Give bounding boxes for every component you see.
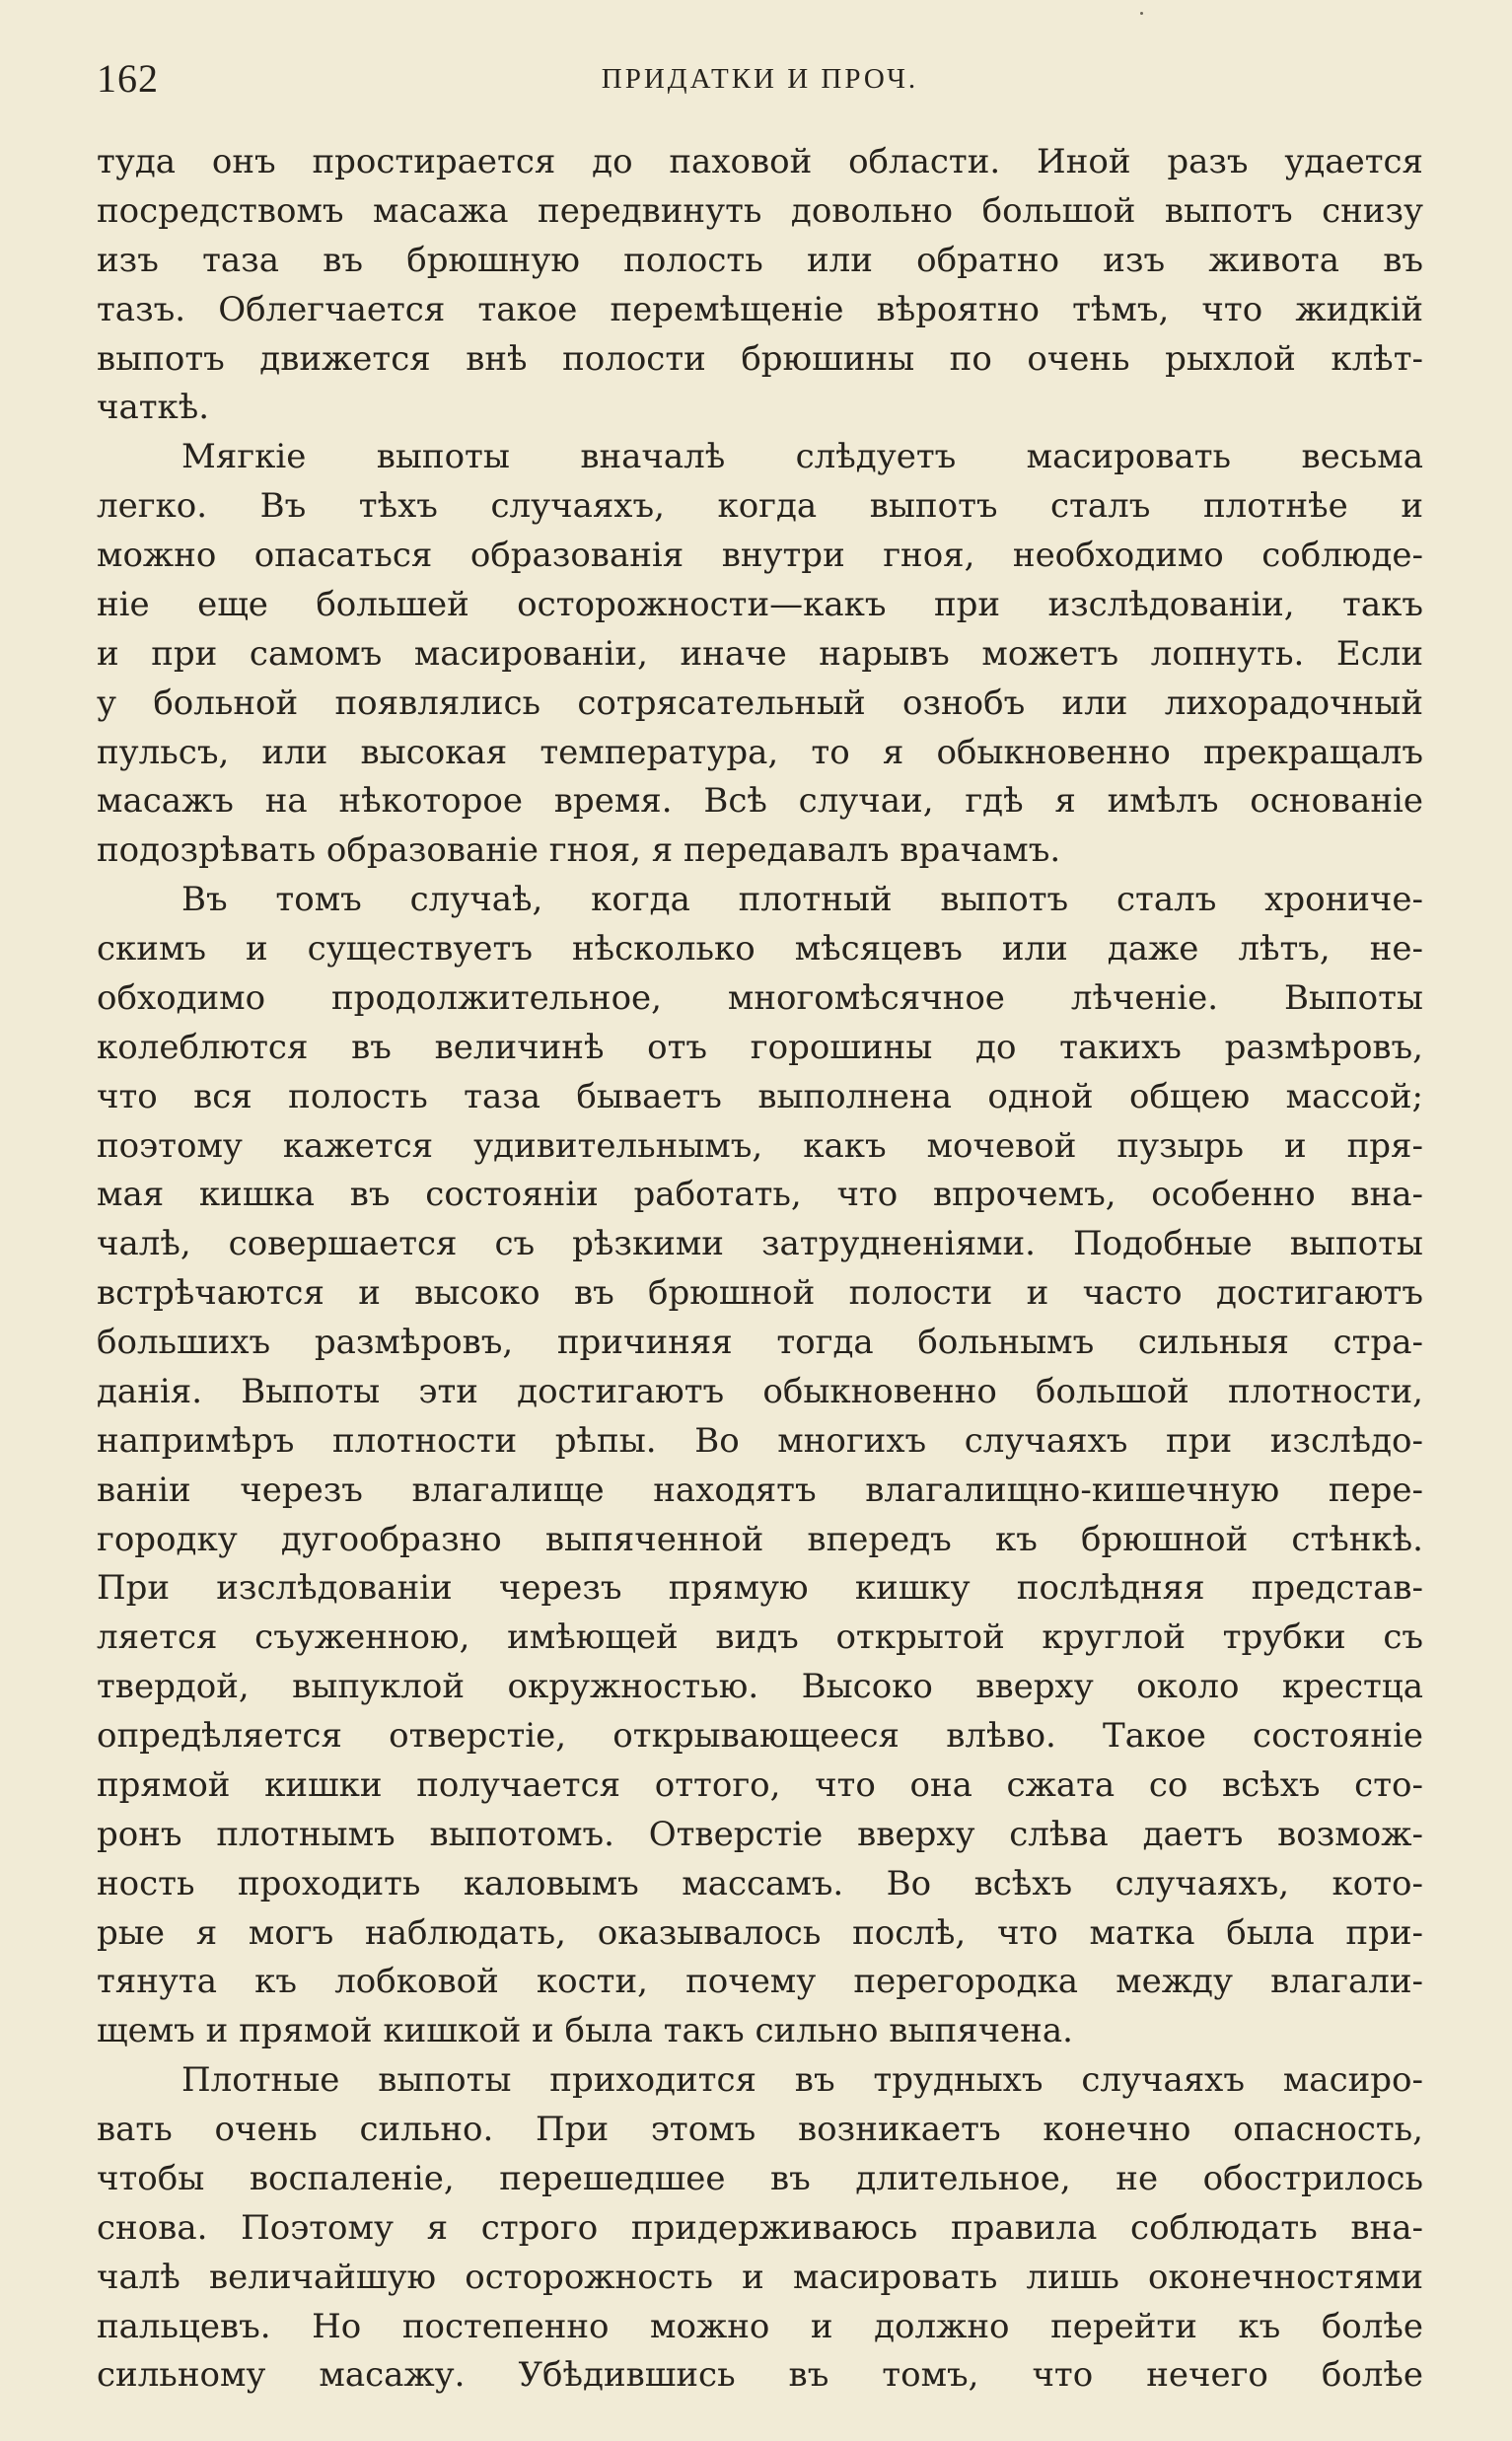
text-line: ляется съуженною, имѣющей видъ открытой круглой трубки съ [97, 1617, 1423, 1658]
text-line: чтобы воспаленiе, перешедшее въ длительное, не обострилось [97, 2158, 1423, 2198]
text-line: тянута къ лобковой кости, почему перегородка между влагали- [97, 1962, 1423, 2002]
text-line: сильному масажу. Убѣдившись въ томъ, что нечего болѣе [97, 2355, 1423, 2396]
text-line: ронъ плотнымъ выпотомъ. Отверстiе вверху слѣва даетъ возмож- [97, 1814, 1423, 1854]
text-line: изъ таза въ брюшную полость или обратно изъ живота въ [97, 240, 1423, 280]
text-line: снова. Поэтому я строго придерживаюсь правила соблюдать вна- [97, 2207, 1423, 2248]
text-line: пальцевъ. Но постепенно можно и должно перейти къ болѣе [97, 2306, 1423, 2346]
text-line: пульсъ, или высокая температура, то я обыкновенно прекращалъ [97, 732, 1423, 772]
running-head: ПРИДАТКИ И ПРОЧ. [601, 63, 919, 95]
text-line: твердой, выпуклой окружностью. Высоко вверху около крестца [97, 1667, 1423, 1707]
text-line: чаткѣ. [97, 388, 210, 428]
text-line: обходимо продолжительное, многомѣсячное лѣченiе. Выпоты [97, 977, 1423, 1018]
text-line: тазъ. Облегчается такое перемѣщенiе вѣроятно тѣмъ, что жидкiй [97, 289, 1423, 329]
text-line: подозрѣвать образованiе гноя, я передавалъ врачамъ. [97, 830, 1061, 871]
paragraph-first-line: Мягкiе выпоты вначалѣ слѣдуетъ масировать весьма [181, 437, 1423, 477]
text-line: можно опасаться образованiя внутри гноя, необходимо соблюде- [97, 536, 1423, 575]
text-line: что вся полость таза бываетъ выполнена одной общею массой; [97, 1076, 1423, 1116]
text-line: чалѣ, совершается съ рѣзкими затрудненiями. Подобные выпоты [97, 1224, 1423, 1264]
text-line: опредѣляется отверстiе, открывающееся влѣво. Такое состоянiе [97, 1716, 1423, 1756]
text-line: туда онъ простирается до паховой области. Иной разъ удается [97, 142, 1423, 181]
text-line: напримѣръ плотности рѣпы. Во многихъ случаяхъ при изслѣдо- [97, 1420, 1423, 1461]
text-line: рые я могъ наблюдать, оказывалось послѣ, что матка была при- [97, 1912, 1423, 1953]
text-line: и при самомъ масированiи, иначе нарывъ можетъ лопнуть. Если [97, 633, 1423, 674]
speck [1140, 12, 1143, 15]
text-line: При изслѣдованiи черезъ прямую кишку послѣдняя представ- [97, 1568, 1423, 1609]
text-line: посредствомъ масажа передвинуть довольно большой выпотъ снизу [97, 190, 1423, 231]
body-text [97, 138, 1423, 2401]
text-line: выпотъ движется внѣ полости брюшины по очень рыхлой клѣт- [97, 338, 1423, 379]
text-line: встрѣчаются и высоко въ брюшной полости и часто достигаютъ [97, 1273, 1423, 1314]
text-line: данiя. Выпоты эти достигаютъ обыкновенно большой плотности, [97, 1371, 1423, 1411]
text-line: мая кишка въ состоянiи работать, что впрочемъ, особенно вна- [97, 1175, 1423, 1215]
text-line: большихъ размѣровъ, причиняя тогда больнымъ сильныя стра- [97, 1323, 1423, 1362]
text-line: ванiи черезъ влагалище находятъ влагалищно-кишечную пере- [97, 1470, 1423, 1510]
text-line: у больной появлялись сотрясательный ознобъ или лихорадочный [97, 682, 1423, 723]
text-line: легко. Въ тѣхъ случаяхъ, когда выпотъ сталъ плотнѣе и [97, 486, 1423, 527]
text-line: скимъ и существуетъ нѣсколько мѣсяцевъ или даже лѣтъ, не- [97, 929, 1423, 969]
page-header [97, 49, 1423, 108]
text-line: поэтому кажется удивительнымъ, какъ мочевой пузырь и пря- [97, 1125, 1423, 1166]
text-line: городку дугообразно выпяченной впередъ къ брюшной стѣнкѣ. [97, 1519, 1423, 1559]
text-line: прямой кишки получается оттого, что она сжата со всѣхъ сто- [97, 1764, 1423, 1805]
text-line: ность проходить каловымъ массамъ. Во всѣхъ случаяхъ, кото- [97, 1863, 1423, 1903]
text-line: нiе еще большей осторожности—какъ при изслѣдованiи, такъ [97, 584, 1423, 624]
text-line: вать очень сильно. При этомъ возникаетъ конечно опасность, [97, 2110, 1423, 2149]
text-line: чалѣ величайшую осторожность и масировать лишь оконечностями [97, 2257, 1423, 2297]
text-line: щемъ и прямой кишкой и была такъ сильно выпячена. [97, 2011, 1073, 2051]
page-number: 162 [97, 56, 159, 101]
paragraph-first-line: Въ томъ случаѣ, когда плотный выпотъ сталъ хрониче- [181, 880, 1423, 920]
text-line: колеблются въ величинѣ отъ горошины до такихъ размѣровъ, [97, 1027, 1423, 1067]
text-line: масажъ на нѣкоторое время. Всѣ случаи, гдѣ я имѣлъ основанiе [97, 781, 1423, 822]
paragraph-first-line: Плотные выпоты приходится въ трудныхъ случаяхъ масиро- [181, 2060, 1423, 2101]
